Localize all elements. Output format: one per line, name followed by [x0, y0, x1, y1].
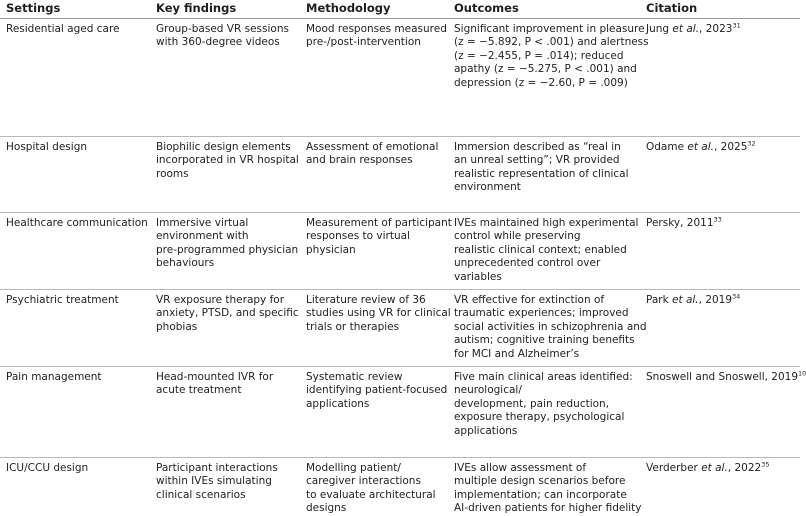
- cell-text-line: Immersion described as “real in: [454, 141, 621, 153]
- cell-text-line: VR effective for extinction of: [454, 294, 605, 306]
- citation-author: Persky, 2011: [646, 217, 714, 229]
- citation-et-al: et al.: [672, 23, 700, 35]
- cell-text-line: Significant improvement in pleasure: [454, 23, 645, 35]
- setting-cell: [0, 19, 150, 137]
- citation-author: Jung: [646, 23, 673, 35]
- table-row: [0, 19, 800, 137]
- cell-text-line: environment with: [156, 230, 249, 243]
- cell-text-line: applications: [306, 397, 370, 410]
- cell-text-line: unprecedented control over: [454, 257, 601, 270]
- citation-reference-number: 32: [747, 139, 756, 148]
- cell-text-line: pre-programmed physician: [156, 243, 299, 256]
- citation-cell: [640, 213, 800, 290]
- citation-reference-number: 33: [713, 215, 722, 224]
- cell-text-line: multiple design scenarios before: [454, 475, 626, 488]
- cell-text-line: realistic representation of clinical: [454, 167, 629, 180]
- cell-text-line: trials or therapies: [306, 320, 400, 333]
- cell-text-line: rooms: [156, 167, 189, 180]
- cell-text-line: clinical scenarios: [156, 488, 246, 501]
- cell-text-line: Biophilic design elements: [156, 141, 291, 153]
- cell-text-line: apathy (z = −5.275, P < .001) and: [454, 63, 637, 76]
- citation-reference-number: 34: [732, 292, 741, 301]
- cell-text-line: ICU/CCU design: [6, 462, 89, 474]
- citation-author: Verderber: [646, 462, 702, 474]
- citation-et-al: et al.: [687, 141, 714, 153]
- cell-text-line: Modelling patient/: [306, 462, 401, 474]
- cell-text-line: an unreal setting”; VR provided: [454, 154, 620, 167]
- cell-text-line: IVEs allow assessment of: [454, 462, 587, 474]
- cell-text-line: and brain responses: [306, 154, 413, 167]
- cell-text-line: environment: [454, 181, 521, 194]
- cell-text-line: IVEs maintained high experimental: [454, 217, 639, 229]
- cell-text-line: implementation; can incorporate: [454, 488, 627, 501]
- cell-text-line: physician: [306, 243, 356, 256]
- cell-text-line: to evaluate architectural: [306, 488, 436, 501]
- table-row: [0, 458, 800, 516]
- methodology-cell: [300, 367, 448, 458]
- key-findings-cell: [150, 213, 300, 290]
- cell-text-line: behaviours: [156, 257, 215, 270]
- cell-text-line: Head-mounted IVR for: [156, 371, 274, 383]
- cell-text-line: variables: [454, 270, 502, 283]
- citation-author: Park: [646, 294, 673, 306]
- citation-reference-number: 10: [798, 369, 806, 378]
- citation-cell: [640, 137, 800, 213]
- outcomes-cell: [448, 367, 640, 458]
- cell-text-line: exposure therapy, psychological: [454, 411, 625, 424]
- setting-cell: [0, 367, 150, 458]
- cell-text-line: for MCI and Alzheimer’s: [454, 347, 580, 360]
- outcomes-cell: [448, 290, 647, 367]
- outcomes-cell: [448, 213, 640, 290]
- cell-text-line: incorporated in VR hospital: [156, 154, 299, 167]
- table-row: [0, 213, 800, 290]
- cell-text-line: phobias: [156, 320, 198, 333]
- cell-text-line: Healthcare communication: [6, 217, 148, 229]
- cell-text-line: within IVEs simulating: [156, 475, 272, 488]
- table-row: [0, 290, 800, 367]
- cell-text-line: Literature review of 36: [306, 294, 426, 306]
- cell-text-line: Psychiatric treatment: [6, 294, 119, 306]
- key-findings-cell: [150, 290, 300, 367]
- cell-text-line: Five main clinical areas identified:: [454, 371, 633, 383]
- citation-year: , 2022: [727, 462, 762, 474]
- citation-et-al: et al.: [672, 294, 699, 306]
- cell-text-line: Participant interactions: [156, 462, 278, 474]
- citation-reference-number: 31: [732, 21, 741, 30]
- citation-year: , 2019: [698, 294, 733, 306]
- citation-year: , 2025: [714, 141, 748, 153]
- table-row: [0, 137, 800, 213]
- setting-cell: [0, 458, 150, 516]
- citation-cell: [640, 290, 800, 367]
- citation-author: Odame: [646, 141, 688, 153]
- key-findings-cell: [150, 458, 300, 516]
- citation-cell: [640, 19, 800, 137]
- methodology-cell: [300, 290, 451, 367]
- header-key-findings: Key findings: [150, 0, 300, 19]
- cell-text-line: applications: [454, 424, 518, 437]
- cell-text-line: Group-based VR sessions: [156, 23, 289, 35]
- cell-text-line: studies using VR for clinical: [306, 307, 451, 320]
- cell-text-line: realistic clinical context; enabled: [454, 243, 627, 256]
- methodology-cell: [300, 137, 448, 213]
- cell-text-line: pre-/post-intervention: [306, 36, 421, 49]
- cell-text-line: control while preserving: [454, 230, 581, 243]
- header-outcomes: Outcomes: [448, 0, 640, 19]
- cell-text-line: Systematic review: [306, 371, 403, 383]
- cell-text-line: designs: [306, 502, 347, 515]
- citation-cell: [640, 458, 800, 516]
- citation-author: Snoswell and Snoswell, 2019: [646, 371, 799, 383]
- cell-text-line: identifying patient-focused: [306, 384, 448, 397]
- cell-text-line: VR exposure therapy for: [156, 294, 285, 306]
- outcomes-cell: [448, 19, 649, 137]
- cell-text-line: responses to virtual: [306, 230, 410, 243]
- cell-text-line: Assessment of emotional: [306, 141, 439, 153]
- citation-year: , 2023: [699, 23, 733, 35]
- cell-text-line: Immersive virtual: [156, 217, 249, 229]
- cell-text-line: Hospital design: [6, 141, 88, 153]
- table-row: [0, 367, 800, 458]
- cell-text-line: with 360-degree videos: [156, 36, 280, 49]
- cell-text-line: neurological/: [454, 384, 522, 397]
- citation-reference-number: 35: [761, 460, 770, 469]
- cell-text-line: autism; cognitive training benefits: [454, 334, 635, 347]
- setting-cell: [0, 290, 150, 367]
- cell-text-line: (z = −5.892, P < .001) and alertness: [454, 36, 649, 49]
- setting-cell: [0, 137, 150, 213]
- methodology-cell: [300, 213, 452, 290]
- methodology-cell: [300, 458, 448, 516]
- setting-cell: [0, 213, 150, 290]
- cell-text-line: anxiety, PTSD, and specific: [156, 307, 299, 320]
- cell-text-line: social activities in schizophrenia and: [454, 320, 647, 333]
- cell-text-line: traumatic experiences; improved: [454, 307, 629, 320]
- cell-text-line: Measurement of participant: [306, 217, 452, 229]
- citation-et-al: et al.: [701, 462, 728, 474]
- outcomes-cell: [448, 458, 640, 516]
- key-findings-cell: [150, 19, 300, 137]
- outcomes-cell: [448, 137, 640, 213]
- key-findings-cell: [150, 367, 300, 458]
- cell-text-line: Residential aged care: [6, 23, 120, 35]
- key-findings-cell: [150, 137, 300, 213]
- cell-text-line: depression (z = −2.60, P = .009): [454, 76, 628, 89]
- cell-text-line: Pain management: [6, 371, 102, 383]
- citation-cell: [640, 367, 806, 458]
- header-settings: Settings: [0, 0, 150, 19]
- cell-text-line: acute treatment: [156, 384, 242, 397]
- cell-text-line: development, pain reduction,: [454, 397, 610, 410]
- cell-text-line: Mood responses measured: [306, 23, 447, 35]
- cell-text-line: AI-driven patients for higher fidelity: [454, 502, 642, 515]
- cell-text-line: caregiver interactions: [306, 475, 421, 488]
- header-row: [0, 0, 800, 19]
- header-citation: Citation: [640, 0, 800, 19]
- header-methodology: Methodology: [300, 0, 448, 19]
- methodology-cell: [300, 19, 448, 137]
- cell-text-line: (z = −2.455, P = .014); reduced: [454, 49, 624, 62]
